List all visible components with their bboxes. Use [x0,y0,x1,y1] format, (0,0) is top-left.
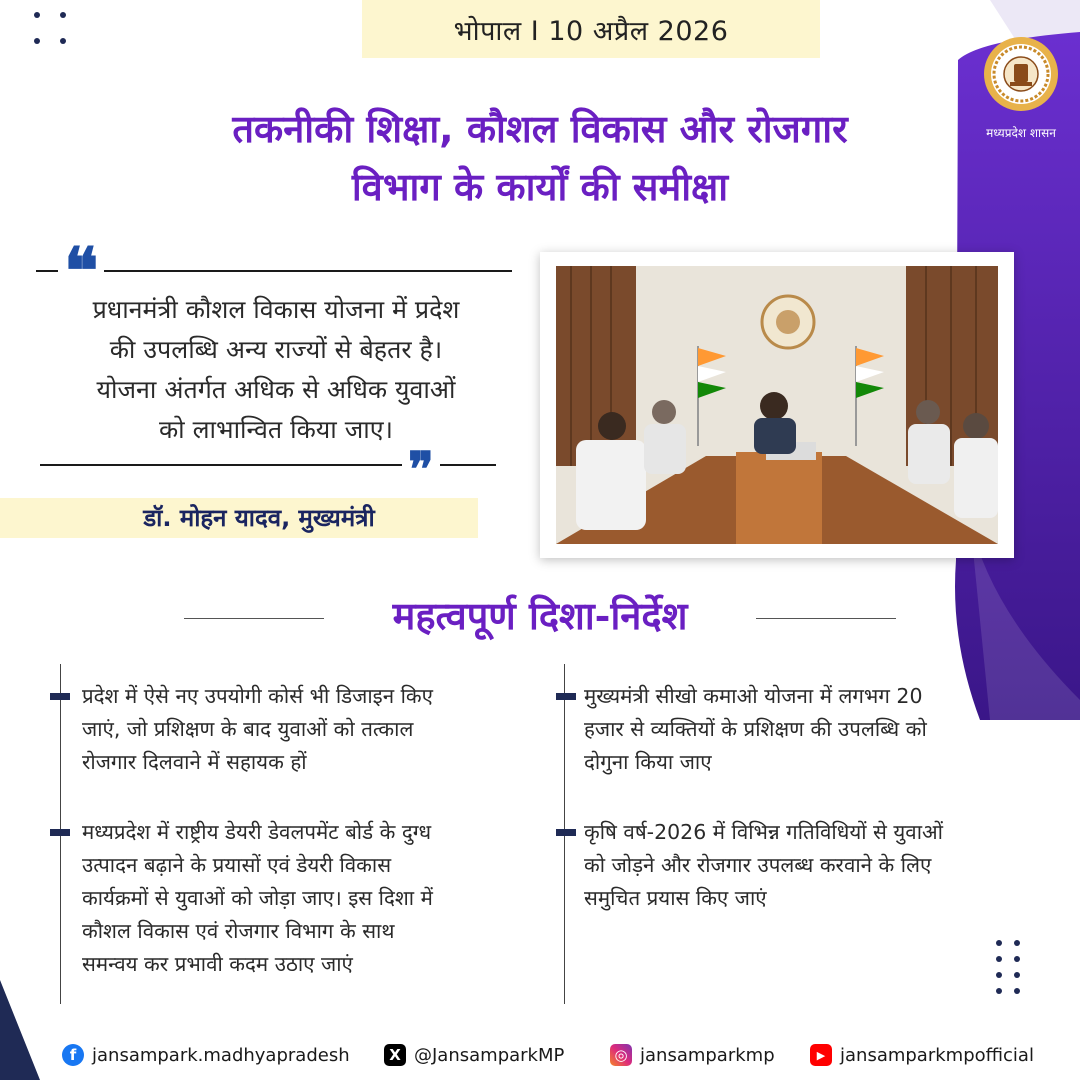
section-title: महत्वपूर्ण दिशा-निर्देश [392,593,688,638]
youtube-handle: jansamparkmpofficial [840,1044,1034,1066]
section-title-rule-left [184,618,324,619]
closing-quote-icon: ❞ [402,446,440,494]
quote-line: को लाभान्वित किया जाए। [158,415,394,444]
instagram-handle: jansamparkmp [640,1044,775,1066]
bullet-icon [556,829,576,836]
guideline-item: मध्यप्रदेश में राष्ट्रीय डेयरी डेवलपमेंट बोर्ड के दुग्ध उत्पादन बढ़ाने के प्रयासों एवं डेयरी विकास कार्यक्रमों से युवाओं को जोड़ा जाए। इस दिशा में कौशल विकास एवं रोजगार विभाग के साथ समन्वय कर प्रभावी कदम उठाए जाएं [82,820,433,976]
headline-line-2: विभाग के कार्यों की समीक्षा [351,165,729,209]
guideline-item: मुख्यमंत्री सीखो कमाओ योजना में लगभग 20 हजार से व्यक्तियों के प्रशिक्षण की उपलब्धि को दोगुना किया जाए [584,684,927,774]
quote-top-rule [36,270,512,272]
x-link[interactable] [384,1044,564,1066]
facebook-handle: jansampark.madhyapradesh [92,1044,350,1066]
bullet-icon [556,693,576,700]
quote-line: योजना अंतर्गत अधिक से अधिक युवाओं [96,375,456,404]
instagram-link[interactable] [610,1044,775,1066]
headline-line-1: तकनीकी शिक्षा, कौशल विकास और रोजगार [232,107,848,151]
x-icon: X [384,1044,406,1066]
quote-line: की उपलब्धि अन्य राज्यों से बेहतर है। [109,335,443,364]
quote-text [26,290,526,450]
bullet-icon [50,693,70,700]
meeting-photo [556,266,998,544]
guideline-item: कृषि वर्ष-2026 में विभिन्न गतिविधियों से युवाओं को जोड़ने और रोजगार उपलब्ध करवाने के लिए समुचित प्रयास किए जाएं [584,820,943,910]
emblem-caption: मध्यप्रदेश शासन [986,126,1056,140]
quote-author: डॉ. मोहन यादव, मुख्यमंत्री [143,504,375,532]
social-footer [0,1028,1080,1080]
facebook-icon: f [62,1044,84,1066]
guideline-item: प्रदेश में ऐसे नए उपयोगी कोर्स भी डिजाइन किए जाएं, जो प्रशिक्षण के बाद युवाओं को तत्काल रोजगार दिलवाने में सहायक हों [82,684,433,774]
x-handle: @JansamparkMP [414,1044,565,1066]
youtube-link[interactable] [810,1044,1034,1066]
instagram-icon: ◎ [610,1044,632,1066]
headline [120,100,960,216]
youtube-icon: ▶ [810,1044,832,1066]
quote-line: प्रधानमंत्री कौशल विकास योजना में प्रदेश [92,295,460,324]
decorative-dots-top-left [34,12,74,46]
section-title-rule-right [756,618,896,619]
facebook-link[interactable] [62,1044,350,1066]
mp-government-emblem-icon [983,36,1059,112]
date-banner: भोपाल I 10 अप्रैल 2026 [362,0,820,58]
opening-quote-icon: ❝ [58,240,104,304]
bullet-icon [50,829,70,836]
decorative-dots-right [996,940,1026,1000]
